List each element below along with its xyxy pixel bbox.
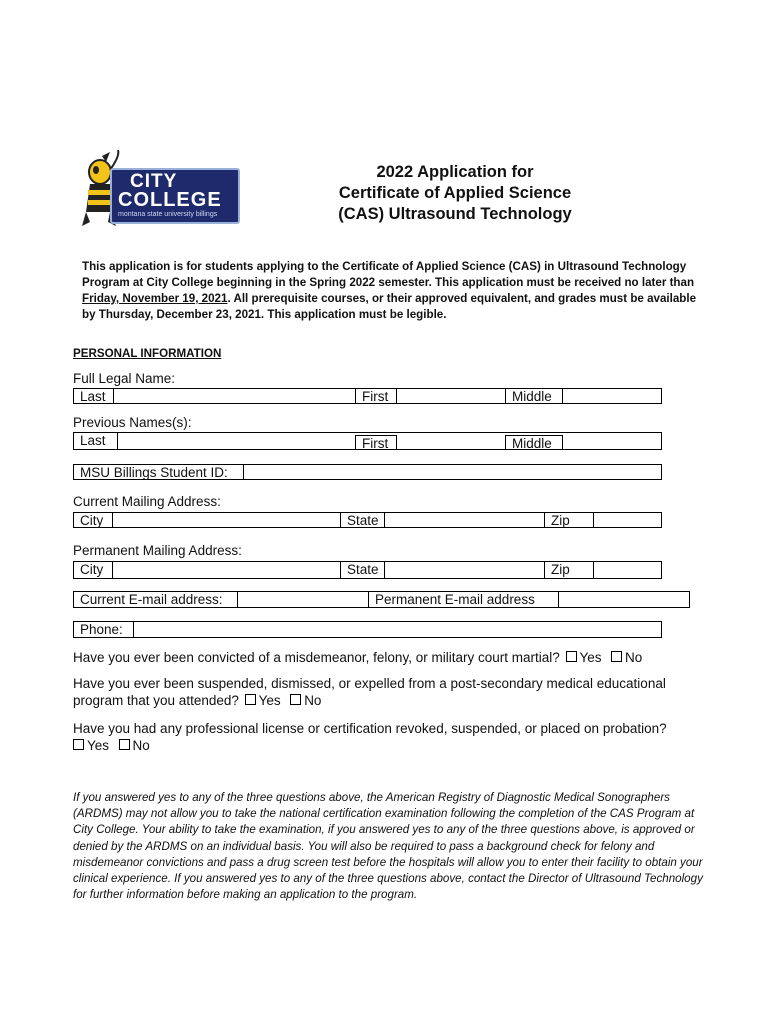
- current-address-heading: Current Mailing Address:: [73, 494, 221, 509]
- current-email-label: Current E-mail address:: [74, 592, 238, 607]
- question-1: [73, 649, 642, 666]
- current-city-input[interactable]: [114, 513, 343, 529]
- logo-college-text: COLLEGE: [118, 189, 222, 211]
- q3-yes-label: Yes: [87, 738, 110, 753]
- phone-row: [73, 621, 662, 638]
- logo-subline-text: montana state university billings: [118, 211, 218, 218]
- document-title: [290, 162, 620, 225]
- question-1-text: Have you ever been convicted of a misdemeanor, felony, or military court martial?: [73, 650, 560, 665]
- logo-wordmark: [110, 168, 240, 224]
- ardms-notice-paragraph: If you answered yes to any of the three questions above, the American Registry of Diagnostic Medical Sonographers (ARDMS) may not allow you to take the national certification examination following the completion of the CAS Program at City College. Your ability to take the examination, if you answered yes to any of the three questions above, is approved or denied by the ARDMS on an individual basis. You will also be required to pass a background check for felony and misdemeanor convictions and pass a drug screen test before the hospitals will allow you to enter their facility to obtain your clinical experience. If you answered yes to any of the three questions above, contact the Director of Ultrasound Technology for further information before making an application to the program.: [73, 791, 703, 902]
- permanent-state-label: State: [340, 562, 385, 578]
- phone-input[interactable]: [135, 622, 664, 638]
- previous-names-row: [73, 432, 662, 450]
- title-line-2: Certificate of Applied Science: [338, 184, 572, 202]
- permanent-address-row: [73, 561, 662, 579]
- middle-name-input[interactable]: [564, 389, 664, 405]
- first-name-input[interactable]: [398, 389, 508, 405]
- permanent-address-heading: Permanent Mailing Address:: [73, 543, 242, 558]
- current-email-input[interactable]: [239, 592, 371, 608]
- q2-yes-label: Yes: [258, 693, 281, 708]
- permanent-zip-input[interactable]: [595, 562, 664, 578]
- last-name-label: Last: [74, 389, 114, 403]
- phone-label: Phone:: [74, 622, 134, 637]
- student-id-label: MSU Billings Student ID:: [74, 465, 244, 479]
- q2-no-checkbox[interactable]: [290, 694, 301, 705]
- permanent-city-label: City: [74, 562, 113, 578]
- student-id-row: [73, 464, 662, 480]
- first-name-label: First: [355, 389, 397, 403]
- permanent-city-input[interactable]: [114, 562, 343, 578]
- intro-part-1: This application is for students applying to the Certificate of Applied Science (CAS) in Ultrasound Technology Program at City College beginning in the Spring 2022 semester. This application must be received no later than: [82, 260, 695, 289]
- permanent-email-label: Permanent E-mail address: [368, 592, 559, 607]
- current-address-row: [73, 512, 662, 528]
- question-2: [73, 675, 666, 709]
- logo-city-text: CITY: [130, 171, 178, 192]
- full-legal-name-row: [73, 388, 662, 404]
- q2-yes-checkbox[interactable]: [245, 694, 256, 705]
- email-row: [73, 591, 690, 608]
- student-id-input[interactable]: [245, 465, 664, 481]
- last-name-input[interactable]: [115, 389, 358, 405]
- city-college-logo: [80, 150, 238, 230]
- previous-names-heading: Previous Names(s):: [73, 415, 192, 430]
- previous-first-label: First: [355, 435, 397, 450]
- previous-middle-input[interactable]: [564, 435, 664, 451]
- intro-paragraph: [82, 259, 697, 323]
- intro-part-2: . All prerequisite courses, or their approved equivalent, and grades must be available by Thursday, December 23, 2021. This application must be legible.: [82, 292, 697, 321]
- permanent-zip-label: Zip: [544, 562, 594, 578]
- full-legal-name-heading: Full Legal Name:: [73, 371, 176, 386]
- question-3-text: Have you had any professional license or certification revoked, suspended, or placed on probation?: [73, 721, 667, 736]
- personal-info-heading: PERSONAL INFORMATION: [73, 347, 222, 360]
- q1-yes-checkbox[interactable]: [566, 651, 577, 662]
- previous-last-input[interactable]: [119, 435, 358, 451]
- previous-last-label: Last: [74, 433, 118, 449]
- current-state-label: State: [340, 513, 385, 527]
- q3-no-label: No: [132, 738, 150, 753]
- current-city-label: City: [74, 513, 113, 527]
- previous-middle-label: Middle: [505, 435, 563, 450]
- current-zip-label: Zip: [544, 513, 594, 527]
- middle-name-label: Middle: [505, 389, 563, 403]
- deadline-date: Friday, November 19, 2021: [82, 292, 228, 305]
- q2-no-label: No: [304, 693, 322, 708]
- q1-no-checkbox[interactable]: [611, 651, 622, 662]
- title-line-3: (CAS) Ultrasound Technology: [338, 205, 572, 223]
- q1-yes-label: Yes: [579, 650, 602, 665]
- q3-no-checkbox[interactable]: [119, 739, 130, 750]
- q1-no-label: No: [625, 650, 643, 665]
- previous-first-input[interactable]: [398, 435, 508, 451]
- question-3: [73, 720, 667, 754]
- question-2-text-line-2: program that you attended?: [73, 693, 239, 708]
- permanent-email-input[interactable]: [560, 592, 692, 608]
- question-2-text-line-1: Have you ever been suspended, dismissed, or expelled from a post-secondary medical educational: [73, 676, 666, 691]
- title-line-1: 2022 Application for: [376, 163, 534, 181]
- current-state-input[interactable]: [386, 513, 547, 529]
- q3-yes-checkbox[interactable]: [73, 739, 84, 750]
- current-zip-input[interactable]: [595, 513, 664, 529]
- permanent-state-input[interactable]: [386, 562, 547, 578]
